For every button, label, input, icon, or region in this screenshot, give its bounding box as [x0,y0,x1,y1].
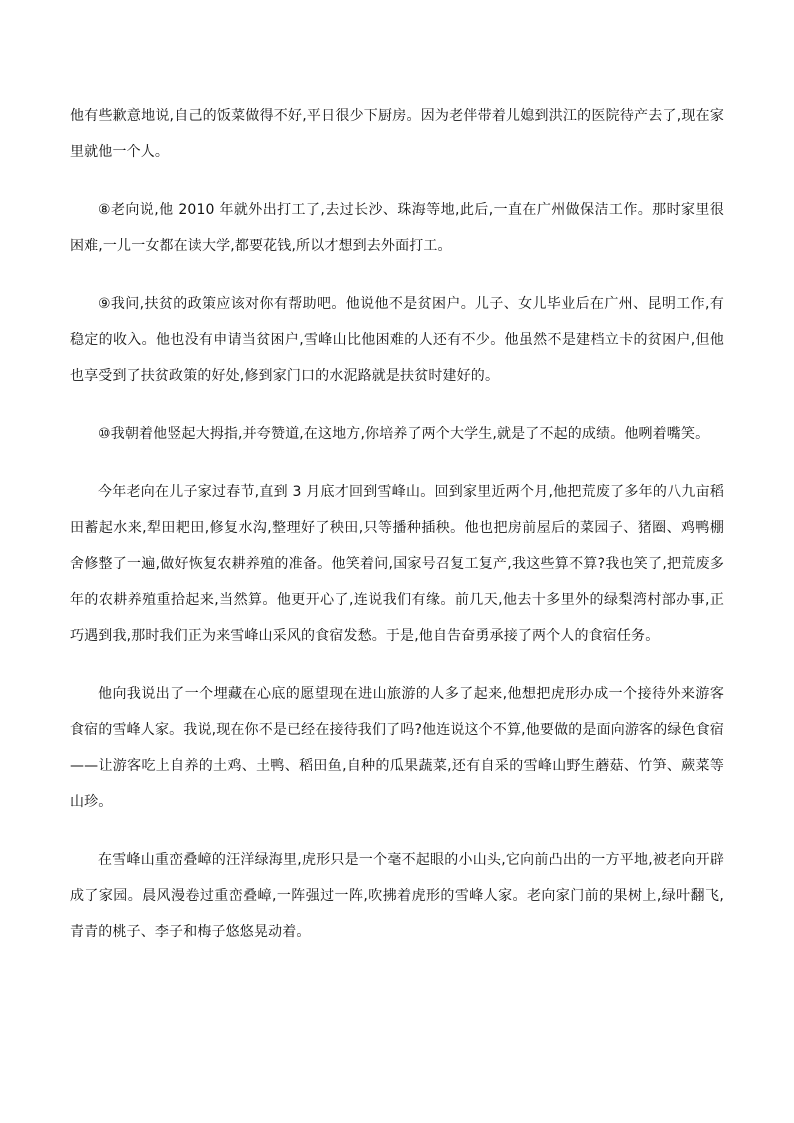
paragraph: 他向我说出了一个埋藏在心底的愿望现在进山旅游的人多了起来,他想把虎形办成一个接待外来游客食宿的雪峰人家。我说,现在你不是已经在接待我们了吗?他连说这个不算,他要做的是面向游客的绿色食宿——让游客吃上自养的土鸡、土鸭、稻田鱼,自种的瓜果蔬菜,还有自采的雪峰山野生蘑菇、竹笋、蕨菜等山珍。 [70,686,724,810]
paragraph: ⑨我问,扶贫的政策应该对你有帮助吧。他说他不是贫困户。儿子、女儿毕业后在广州、昆明工作,有稳定的收入。他也没有申请当贫困户,雪峰山比他困难的人还有不少。他虽然不是建档立卡的贫困户,但他也享受到了扶贫政策的好处,修到家门口的水泥路就是扶贫时建好的。 [70,296,724,384]
document-body [70,98,724,972]
paragraph: ⑩我朝着他竖起大拇指,并夸赞道,在这地方,你培养了两个大学生,就是了不起的成绩。他咧着嘴笑。 [98,426,710,442]
paragraph: 他有些歉意地说,自己的饭菜做得不好,平日很少下厨房。因为老伴带着儿媳到洪江的医院待产去了,现在家里就他一个人。 [70,108,724,160]
paragraph: 在雪峰山重峦叠嶂的汪洋绿海里,虎形只是一个毫不起眼的小山头,它向前凸出的一方平地,被老向开辟成了家园。晨风漫卷过重峦叠嶂,一阵强过一阵,吹拂着虎形的雪峰人家。老向家门前的果树上,绿叶翻飞,青青的桃子、李子和梅子悠悠晃动着。 [70,852,724,940]
paragraph: 今年老向在儿子家过春节,直到 3 月底才回到雪峰山。回到家里近两个月,他把荒废了多年的八九亩稻田蓄起水来,犁田耙田,修复水沟,整理好了秧田,只等播种插秧。他也把房前屋后的菜园子、猪圈、鸡鸭棚舍修整了一遍,做好恢复农耕养殖的准备。他笑着问,国家号召复工复产,我这些算不算?我也笑了,把荒废多年的农耕养殖重拾起来,当然算。他更开心了,连说我们有缘。前几天,他去十多里外的绿梨湾村部办事,正巧遇到我,那时我们正为来雪峰山采风的食宿发愁。于是,他自告奋勇承接了两个人的食宿任务。 [70,484,724,644]
paragraph: ⑧老向说,他 2010 年就外出打工了,去过长沙、珠海等地,此后,一直在广州做保洁工作。那时家里很困难,一儿一女都在读大学,都要花钱,所以才想到去外面打工。 [70,202,724,254]
